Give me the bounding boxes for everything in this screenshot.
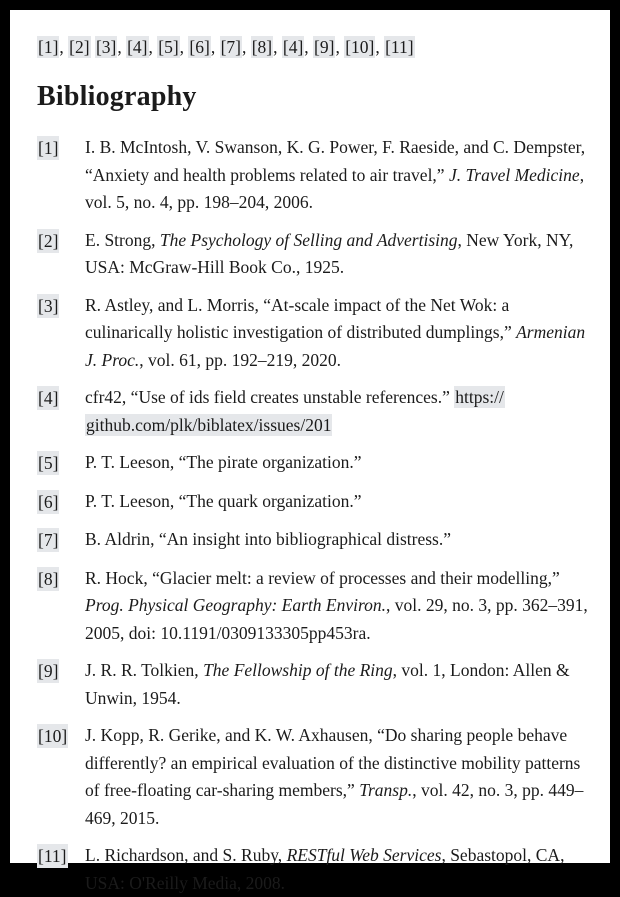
entry-text <box>85 842 588 897</box>
entry-text <box>85 449 588 477</box>
entry-label-column <box>37 657 85 686</box>
entry-text-segment: R. Astley, and L. Morris, “At-scale impact of the Net Wok: a culinarically holistic investigation of distributed dumplings,” <box>85 294 517 342</box>
entry-text-segment: , vol. 1, London: Allen & Unwin, 1954. <box>85 660 570 708</box>
entry-text <box>85 488 588 516</box>
citation-link[interactable]: [9] <box>314 37 335 57</box>
bibliography-entry <box>37 384 588 439</box>
entry-label[interactable]: [5] <box>38 453 59 473</box>
entry-text <box>85 134 588 217</box>
bibliography-entry <box>37 565 588 648</box>
citation-link[interactable]: [6] <box>189 37 210 57</box>
citation-link[interactable]: [2] <box>69 37 90 57</box>
entry-label[interactable]: [9] <box>38 661 59 681</box>
entry-text-segment: E. Strong, <box>85 229 160 250</box>
entry-label-column <box>37 842 85 871</box>
entry-text-segment: , New York, NY, USA: McGraw-Hill Book Co., 1925. <box>85 229 574 277</box>
citation-separator: , <box>335 37 345 57</box>
citation-separator: , <box>59 37 69 57</box>
bibliography-entry <box>37 526 588 555</box>
bibliography-entry <box>37 134 588 217</box>
citation-separator: , <box>375 37 385 57</box>
entry-label-column <box>37 227 85 256</box>
entry-title-italic: RESTful Web Services <box>286 845 442 865</box>
entry-label-column <box>37 384 85 413</box>
bibliography-entry <box>37 657 588 712</box>
citation-link[interactable]: [1] <box>38 37 59 57</box>
citation-separator: , <box>241 37 251 57</box>
entry-title-italic: J. Travel Medicine <box>448 164 580 185</box>
citation-separator: , <box>148 37 158 57</box>
bibliography-entry <box>37 227 588 282</box>
entry-title-italic: Armenian J. Proc. <box>85 322 586 370</box>
citation-link[interactable]: [4] <box>282 37 304 57</box>
entry-text-segment: cfr42, “Use of ids field creates unstable references.” <box>85 387 455 407</box>
entry-title-italic: Transp. <box>359 780 413 800</box>
entry-text-segment: P. T. Leeson, “The quark organization.” <box>85 490 362 511</box>
bibliography-entry <box>37 449 588 478</box>
entry-url-link[interactable]: github.com/plk/biblatex/issues/201 <box>86 414 332 435</box>
entry-text <box>85 657 588 712</box>
bibliography-entry <box>37 722 588 832</box>
citation-link[interactable]: [4] <box>127 37 148 57</box>
entry-label-column <box>37 292 85 321</box>
citation-link[interactable]: [3] <box>95 37 117 57</box>
bibliography-entry <box>37 292 588 375</box>
entry-title-italic: The Psychology of Selling and Advertising <box>159 229 458 250</box>
bibliography-entry <box>37 842 588 897</box>
entry-label[interactable]: [7] <box>38 530 59 550</box>
entry-label-column <box>37 488 85 517</box>
citation-separator: , <box>273 37 282 57</box>
document-page <box>10 10 610 893</box>
entry-text-segment: , vol. 61, pp. 192–219, 2020. <box>139 349 342 370</box>
entry-text <box>85 722 588 832</box>
entry-text <box>85 565 588 648</box>
entry-text <box>85 227 588 282</box>
entry-label[interactable]: [2] <box>38 230 59 251</box>
entry-text-segment: I. B. McIntosh, V. Swanson, K. G. Power, F. Raeside, and C. Dempster, “Anxiety and health problems related to air travel,” <box>85 137 586 185</box>
entry-text <box>85 292 588 375</box>
entry-text-segment: R. Hock, “Glacier melt: a review of processes and their modelling,” <box>85 567 560 588</box>
entry-text-segment: , vol. 5, no. 4, pp. 198–204, 2006. <box>85 164 585 212</box>
entry-label[interactable]: [8] <box>38 568 59 589</box>
entry-text-segment: L. Richardson, and S. Ruby, <box>85 845 287 865</box>
citation-link[interactable]: [8] <box>251 37 273 57</box>
citation-link[interactable]: [7] <box>220 37 241 57</box>
entry-label[interactable]: [4] <box>38 388 59 408</box>
entry-text-segment: J. Kopp, R. Gerike, and K. W. Axhausen, “Do sharing people behave differently? an empirical evaluation of the distinctive mobility patterns of free-floating car-sharing members,” <box>85 725 581 800</box>
entry-label[interactable]: [11] <box>38 846 67 866</box>
page-content <box>10 10 610 897</box>
entry-label-column <box>37 526 85 555</box>
citation-link[interactable]: [11] <box>385 37 414 57</box>
entry-text-segment: , vol. 42, no. 3, pp. 449–469, 2015. <box>85 780 584 828</box>
citation-link[interactable]: [5] <box>158 37 179 57</box>
entry-text-segment: , Sebastopol, CA, USA: O'Reilly Media, 2008. <box>85 845 565 893</box>
citation-link[interactable]: [10] <box>345 37 375 57</box>
entry-title-italic: The Fellowship of the Ring <box>203 660 393 680</box>
entry-title-italic: Prog. Physical Geography: Earth Environ. <box>85 595 387 615</box>
entry-text <box>85 526 588 554</box>
entry-label-column <box>37 565 85 594</box>
citation-separator: , <box>117 37 127 57</box>
entry-label[interactable]: [6] <box>38 491 59 512</box>
bibliography-list <box>37 134 588 897</box>
entry-url-link[interactable]: https:// <box>455 387 504 407</box>
entry-label-column <box>37 449 85 478</box>
entry-text-segment: , vol. 29, no. 3, pp. 362–391, 2005, doi: 10.1191/0309133305pp453ra. <box>85 595 588 643</box>
page-title: Bibliography <box>37 81 197 112</box>
entry-text <box>85 384 588 439</box>
bibliography-entry <box>37 488 588 517</box>
entry-text-segment: J. R. R. Tolkien, <box>85 660 204 680</box>
entry-text-segment: P. T. Leeson, “The pirate organization.” <box>85 452 362 472</box>
citation-separator: , <box>304 37 314 57</box>
entry-label[interactable]: [10] <box>38 726 68 746</box>
entry-label-column <box>37 722 85 751</box>
entry-label-column <box>37 134 85 163</box>
entry-label[interactable]: [3] <box>38 295 59 316</box>
citation-separator: , <box>179 37 189 57</box>
entry-text-segment: B. Aldrin, “An insight into bibliographical distress.” <box>85 529 452 549</box>
citation-line <box>37 36 588 58</box>
citation-separator: , <box>210 37 220 57</box>
entry-label[interactable]: [1] <box>38 138 59 158</box>
